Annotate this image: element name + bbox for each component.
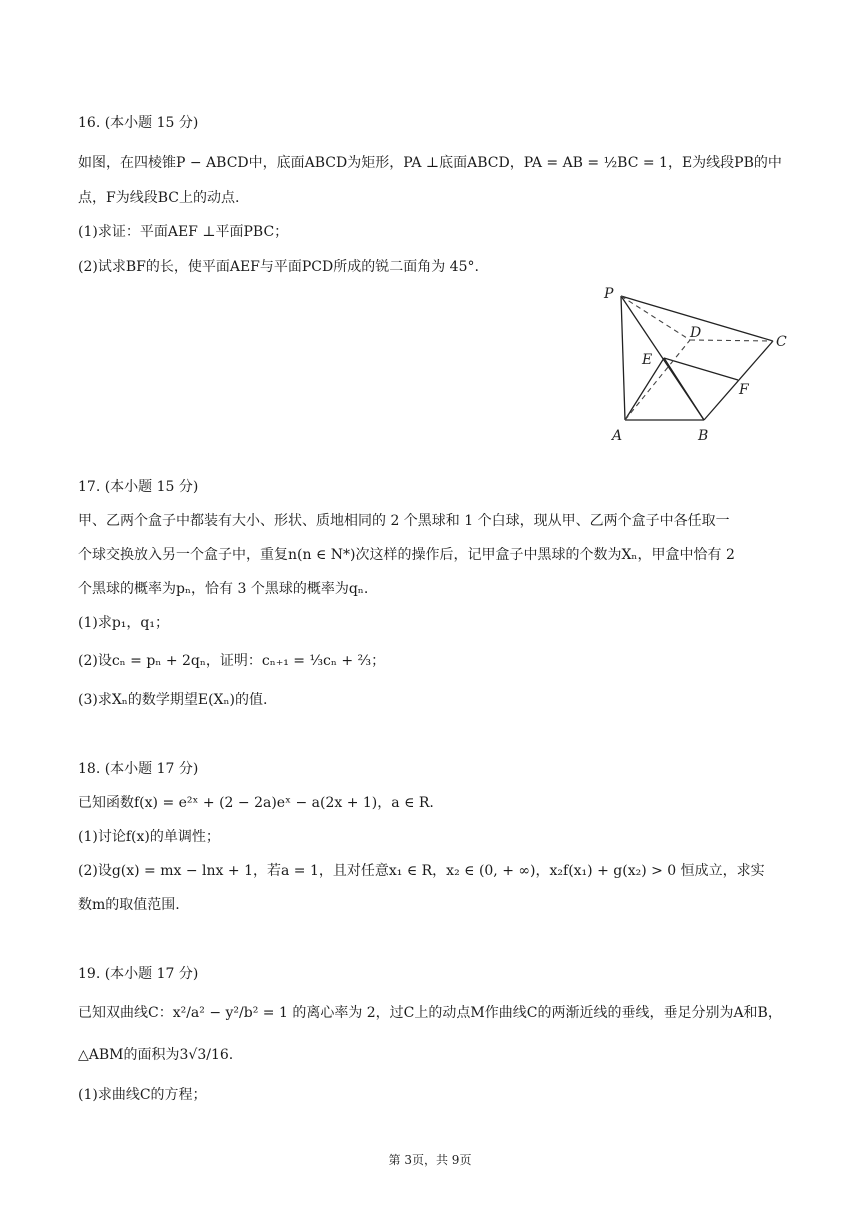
label-P: P <box>604 286 614 302</box>
problem-18-line-1: 已知函数f(x) = e²ˣ + (2 − 2a)eˣ − a(2x + 1)，a ∈ R. <box>78 795 434 811</box>
problem-18-part-1: (1)讨论f(x)的单调性； <box>78 829 220 845</box>
problem-17-line-2: 个球交换放入另一个盒子中，重复n(n ∈ N*)次这样的操作后，记甲盒子中黑球的个数为Xₙ，甲盒中恰有 2 <box>78 547 735 563</box>
label-B: B <box>698 428 709 444</box>
problem-19-line-1: 已知双曲线C：x²/a² − y²/b² = 1 的离心率为 2，过C上的动点M作曲线C的两渐近线的垂线，垂足分别为A和B， <box>78 1005 782 1021</box>
pyramid-diagram <box>598 282 798 444</box>
page-footer: 第 3页，共 9页 <box>388 1153 472 1167</box>
problem-16-heading: 16. (本小题 15 分) <box>78 115 199 131</box>
problem-18-part-2: (2)设g(x) = mx − lnx + 1，若a = 1，且对任意x₁ ∈ R，x₂ ∈ (0, + ∞)，x₂f(x₁) + g(x₂) > 0 恒成立，求实 <box>78 863 765 879</box>
label-C: C <box>776 334 787 350</box>
problem-17-part-1: (1)求p₁，q₁； <box>78 615 169 631</box>
label-D: D <box>690 325 702 341</box>
label-A: A <box>612 428 623 444</box>
problem-19-line-2: △ABM的面积为3√3/16. <box>78 1047 234 1063</box>
problem-19-heading: 19. (本小题 17 分) <box>78 966 199 982</box>
label-E: E <box>642 352 653 368</box>
problem-19-part-1: (1)求曲线C的方程； <box>78 1087 207 1103</box>
problem-17-line-1: 甲、乙两个盒子中都装有大小、形状、质地相同的 2 个黑球和 1 个白球，现从甲、乙两个盒子中各任取一 <box>78 513 730 529</box>
problem-16-line-1: 如图，在四棱锥P − ABCD中，底面ABCD为矩形，PA ⊥底面ABCD，PA = AB = ½BC = 1，E为线段PB的中 <box>78 155 782 171</box>
problem-18-part-2-cont: 数m的取值范围. <box>78 897 180 913</box>
problem-17-heading: 17. (本小题 15 分) <box>78 479 199 495</box>
problem-18-heading: 18. (本小题 17 分) <box>78 761 199 777</box>
problem-16-line-2: 点，F为线段BC上的动点. <box>78 190 240 206</box>
problem-16-part-2: (2)试求BF的长，使平面AEF与平面PCD所成的锐二面角为 45°. <box>78 259 479 275</box>
label-F: F <box>739 382 749 398</box>
pyramid-figure <box>598 282 798 444</box>
problem-16-part-1: (1)求证：平面AEF ⊥平面PBC； <box>78 224 289 240</box>
problem-17-line-3: 个黑球的概率为pₙ，恰有 3 个黑球的概率为qₙ. <box>78 581 369 597</box>
problem-17-part-2: (2)设cₙ = pₙ + 2qₙ，证明：cₙ₊₁ = ⅓cₙ + ⅔； <box>78 653 386 669</box>
problem-17-part-3: (3)求Xₙ的数学期望E(Xₙ)的值. <box>78 692 268 708</box>
